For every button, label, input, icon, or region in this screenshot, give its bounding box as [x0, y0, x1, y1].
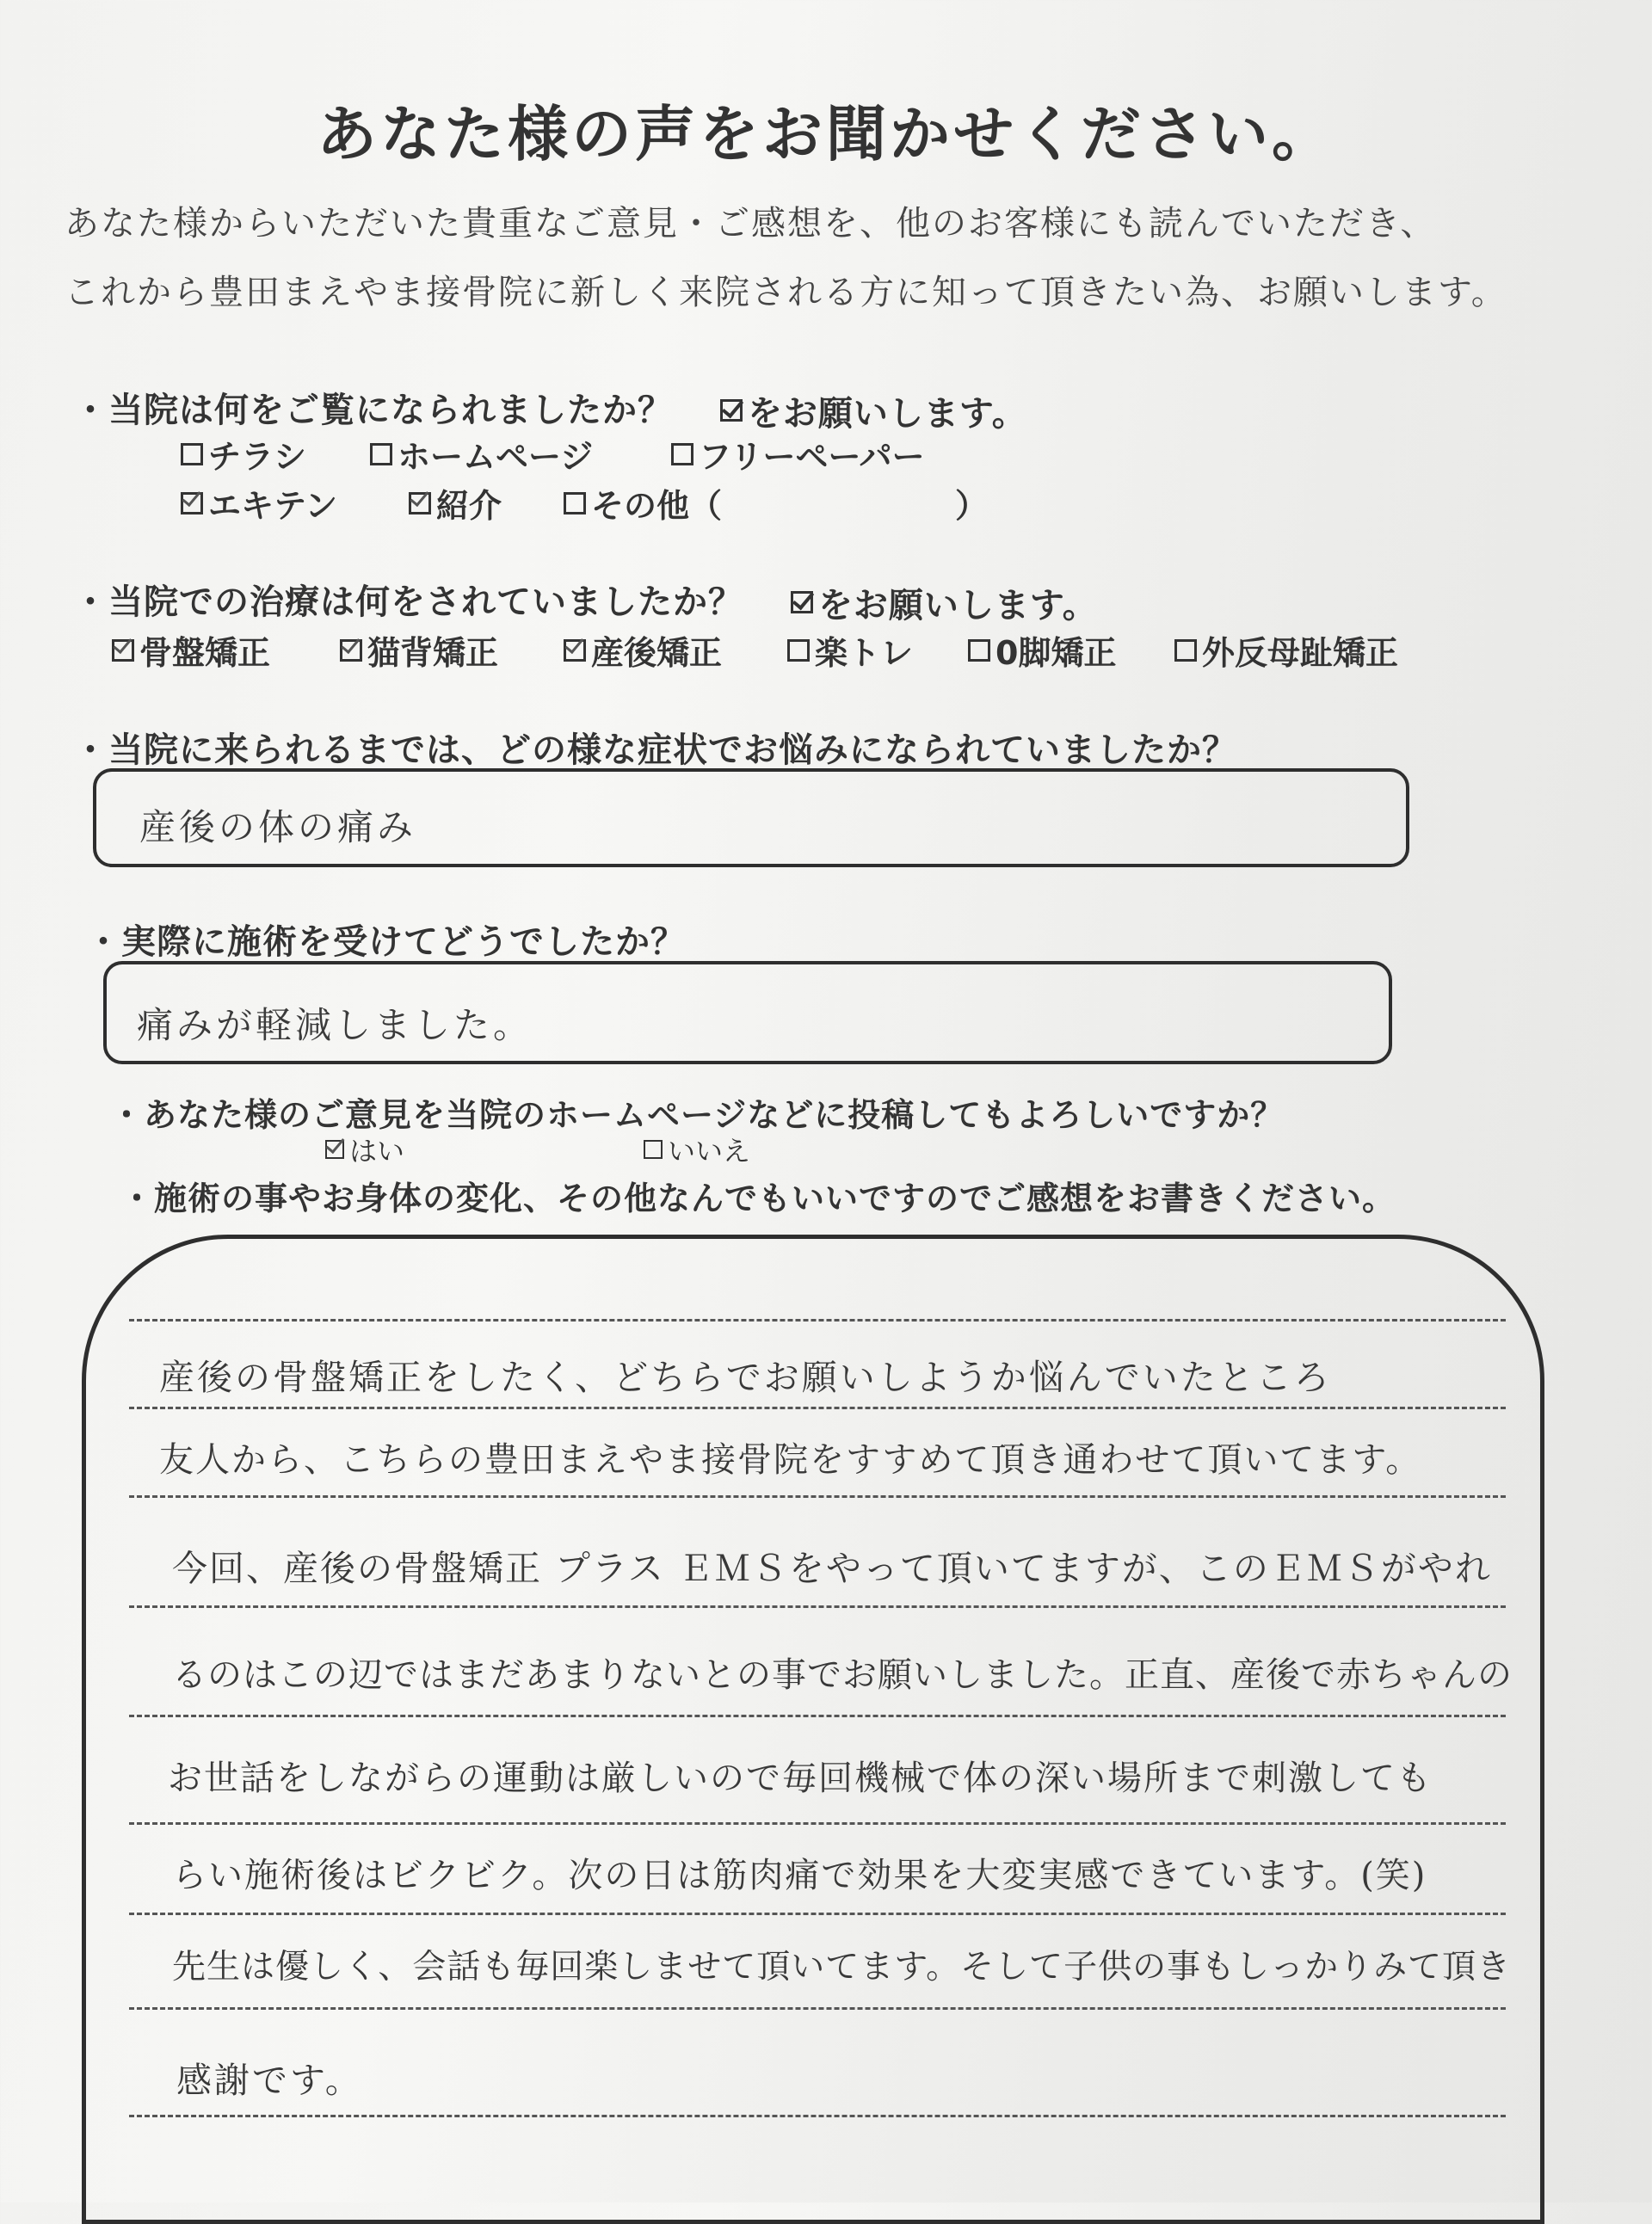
rule-line: [129, 1605, 1506, 1608]
checkbox-icon[interactable]: [968, 639, 990, 662]
rule-line: [129, 1913, 1506, 1915]
q1-other-close: ）: [955, 487, 989, 525]
q6-question: ・施術の事やお身体の変化、その他なんでもいいですのでご感想をお書きください。: [120, 1180, 1396, 1217]
rule-line: [129, 1495, 1506, 1498]
checkbox-icon[interactable]: [1174, 639, 1197, 662]
checkbox-icon[interactable]: [181, 492, 203, 514]
checkbox-icon[interactable]: [564, 492, 586, 514]
rule-line: [129, 1715, 1506, 1717]
q1-question-text: ・当院は何をご覧になられましたか？: [73, 391, 673, 430]
intro-line-1: あなた様からいただいた貴重なご意見・ご感想を、他のお客様にも読んでいただき、: [65, 204, 1437, 243]
checkbox-icon: [720, 399, 743, 422]
comment-line-2: 友人から、こちらの豊田まえやま接骨院をすすめて頂き通わせて頂いてます。: [159, 1440, 1422, 1480]
q1-option-homepage[interactable]: ホームページ: [370, 430, 593, 477]
q2-option-posture[interactable]: 猫背矯正: [340, 626, 498, 674]
checkbox-icon[interactable]: [564, 639, 586, 662]
q1-option-other[interactable]: その他（: [564, 479, 722, 527]
q1-option-freepaper[interactable]: フリーペーパー: [671, 430, 925, 477]
rule-line: [129, 2007, 1506, 2010]
checkbox-icon[interactable]: [325, 1140, 344, 1159]
checkbox-icon[interactable]: [181, 443, 203, 465]
q1-option-flyer[interactable]: チラシ: [181, 430, 306, 477]
q1-option-ekiten[interactable]: エキテン: [181, 479, 337, 527]
q2-option-pelvis[interactable]: 骨盤矯正: [112, 626, 270, 674]
q2-option-rakutore[interactable]: 楽トレ: [787, 626, 913, 674]
q4-answer-box[interactable]: [103, 961, 1392, 1064]
checkbox-icon[interactable]: [671, 443, 693, 465]
q5-option-yes[interactable]: はい: [325, 1130, 404, 1169]
intro-line-2: これから豊田まえやま接骨院に新しく来院される方に知って頂きたい為、お願いします。: [65, 273, 1507, 312]
q1-option-referral[interactable]: 紹介: [409, 479, 502, 527]
checkbox-icon[interactable]: [112, 639, 134, 662]
q3-answer: 産後の体の痛み: [139, 806, 417, 848]
q3-answer-box[interactable]: [93, 768, 1409, 867]
comment-line-7: 先生は優しく、会話も毎回楽しませて頂いてます。そして子供の事もしっかりみて頂き: [172, 1948, 1512, 1987]
q5-question: ・あなた様のご意見を当院のホームページなどに投稿してもよろしいですか？: [110, 1096, 1285, 1134]
comment-line-8: 感謝です。: [176, 2060, 363, 2101]
rule-line: [129, 1319, 1506, 1321]
q2-option-o-leg[interactable]: 0脚矯正: [968, 626, 1116, 674]
rule-line: [129, 2115, 1506, 2117]
q2-option-postpartum[interactable]: 産後矯正: [564, 626, 722, 674]
checkbox-icon[interactable]: [340, 639, 362, 662]
q1-question: [73, 383, 1027, 435]
q2-note: をお願いします。: [817, 585, 1098, 625]
comment-line-3: 今回、産後の骨盤矯正 プラス ＥＭＳをやって頂いてますが、このＥＭＳがやれ: [172, 1548, 1492, 1589]
q5-option-no[interactable]: いいえ: [644, 1130, 750, 1169]
comment-line-6: らい施術後はビクビク。次の日は筋肉痛で効果を大変実感できています。(笑): [172, 1856, 1427, 1895]
checkbox-icon[interactable]: [409, 492, 431, 514]
q4-question: ・実際に施術を受けてどうでしたか？: [86, 922, 686, 962]
rule-line: [129, 1822, 1506, 1825]
checkbox-icon: [791, 591, 813, 613]
checkbox-icon[interactable]: [644, 1140, 663, 1159]
page-title: あなた様の声をお聞かせください。: [317, 99, 1335, 169]
q2-option-hallux[interactable]: 外反母趾矯正: [1174, 626, 1398, 674]
comment-line-5: お世話をしながらの運動は厳しいので毎回機械で体の深い場所まで刺激しても: [168, 1759, 1433, 1798]
comment-line-1: 産後の骨盤矯正をしたく、どちらでお願いしようか悩んでいたところ: [159, 1357, 1332, 1398]
comment-line-4: るのはこの辺ではまだあまりないとの事でお願いしました。正直、産後で赤ちゃんの: [172, 1655, 1513, 1695]
q4-answer: 痛みが軽減しました。: [137, 1004, 533, 1046]
q1-note: をお願いします。: [747, 393, 1027, 434]
checkbox-icon[interactable]: [787, 639, 810, 662]
q3-question: ・当院に来られるまでは、どの様な症状でお悩みになられていましたか？: [73, 730, 1237, 770]
q2-question: [73, 575, 1098, 627]
q2-question-text: ・当院での治療は何をされていましたか？: [73, 582, 743, 622]
rule-line: [129, 1407, 1506, 1409]
checkbox-icon[interactable]: [370, 443, 392, 465]
